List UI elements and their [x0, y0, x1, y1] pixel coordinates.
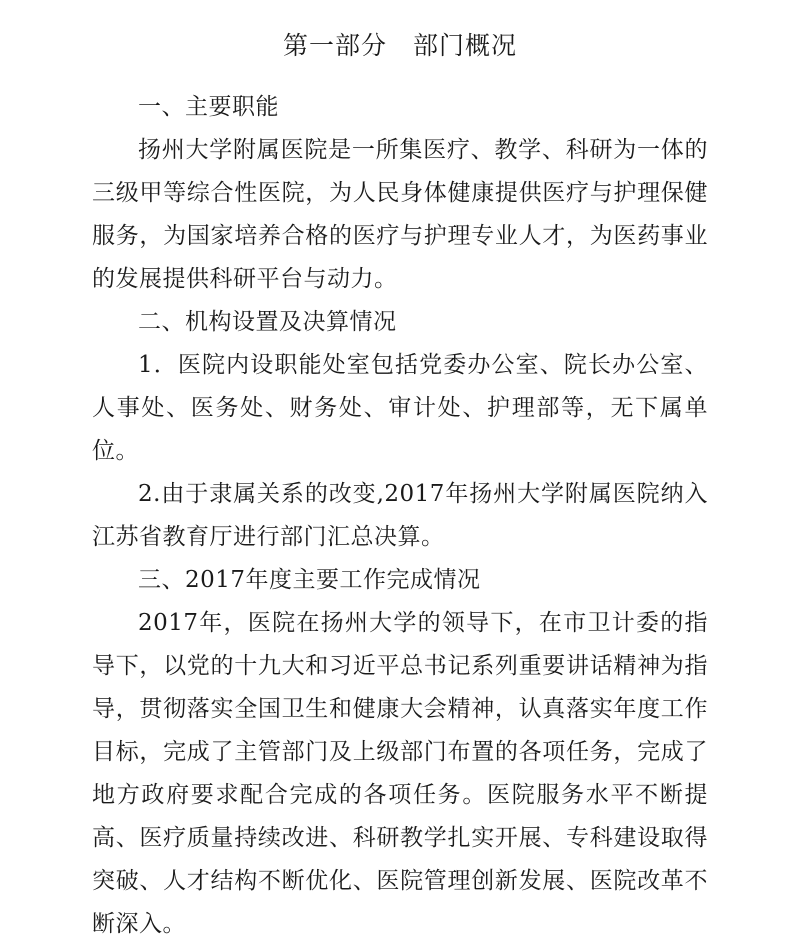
section-heading-1: 一、主要职能: [138, 94, 279, 120]
paragraph-2: 1．医院内设职能处室包括党委办公室、院长办公室、人事处、医务处、财务处、审计处、护理部等，无下属单位。: [92, 352, 708, 464]
paragraph-4: 2017年，医院在扬州大学的领导下，在市卫计委的指导下，以党的十九大和习近平总书记系列重要讲话精神为指导，贯彻落实全国卫生和健康大会精神，认真落实年度工作目标，完成了主管部门及上级部门布置的各项任务，完成了地方政府要求配合完成的各项任务。医院服务水平不断提高、医疗质量持续改进、科研教学扎实开展、专科建设取得突破、人才结构不断优化、医院管理创新发展、医院改革不断深入。: [92, 610, 708, 937]
page-title: 第一部分 部门概况: [282, 31, 517, 60]
section-heading-3: 三、2017年度主要工作完成情况: [138, 567, 481, 593]
paragraph-3: 2.由于隶属关系的改变,2017年扬州大学附属医院纳入江苏省教育厅进行部门汇总决算。: [92, 481, 708, 550]
section-heading-2: 二、机构设置及决算情况: [138, 309, 397, 335]
paragraph-1: 扬州大学附属医院是一所集医疗、教学、科研为一体的三级甲等综合性医院，为人民身体健康提供医疗与护理保健服务，为国家培养合格的医疗与护理专业人才，为医药事业的发展提供科研平台与动力。: [92, 137, 708, 292]
